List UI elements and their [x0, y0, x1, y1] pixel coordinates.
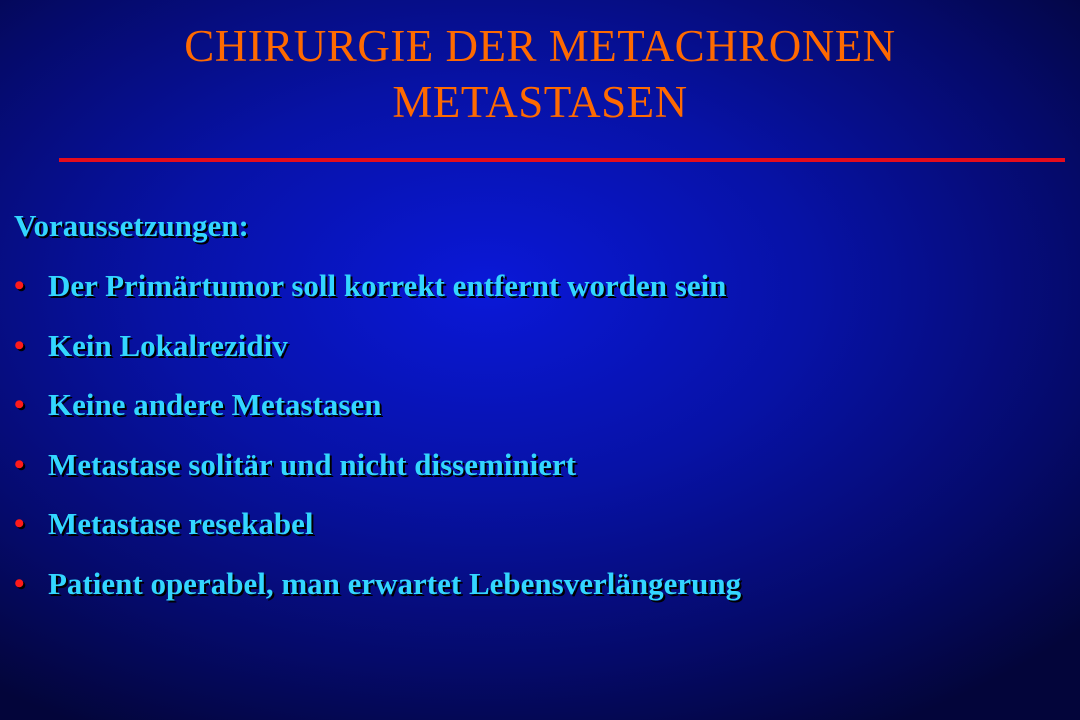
list-item: [14, 325, 1064, 367]
title-divider: [59, 158, 1065, 162]
bullet-list: [14, 265, 1064, 605]
subheading: Voraussetzungen:: [14, 208, 249, 243]
bullet-icon: •: [14, 328, 25, 362]
bullet-icon: •: [14, 507, 25, 540]
list-item: [14, 444, 1064, 486]
bullet-icon: •: [14, 388, 25, 421]
slide-title-line-2: METASTASEN: [392, 77, 688, 127]
list-item-text: Der Primärtumor soll korrekt entfernt worden sein: [48, 268, 727, 303]
list-item-text: Metastase resekabel: [48, 506, 314, 541]
list-item: [14, 563, 1064, 605]
slide-title-line-1: CHIRURGIE DER METACHRONEN: [184, 21, 896, 71]
list-item-text: Metastase solitär und nicht disseminiert: [48, 446, 577, 482]
slide-body: [14, 204, 1064, 622]
bullet-icon: •: [14, 566, 25, 600]
list-item: [14, 265, 1064, 307]
list-item: [14, 503, 1064, 545]
list-item-text: Keine andere Metastasen: [48, 387, 382, 422]
bullet-icon: •: [14, 269, 25, 302]
list-item-text: Patient operabel, man erwartet Lebensverlängerung: [48, 565, 742, 601]
slide-title: [0, 18, 1080, 130]
bullet-icon: •: [14, 447, 25, 481]
list-item-text: Kein Lokalrezidiv: [48, 327, 288, 363]
list-item: [14, 384, 1064, 426]
